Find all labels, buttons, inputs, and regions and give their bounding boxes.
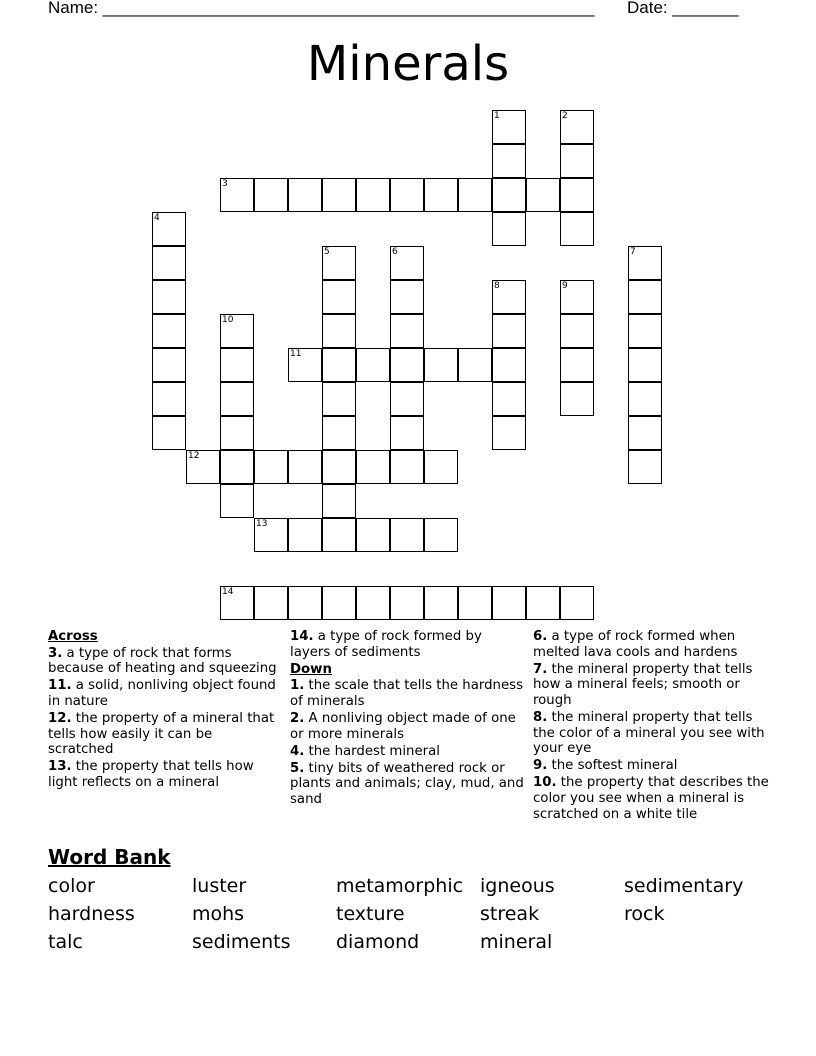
crossword-cell[interactable]	[220, 314, 254, 348]
word-bank-item: igneous	[480, 875, 555, 897]
crossword-cell[interactable]	[492, 144, 526, 178]
crossword-cell[interactable]	[458, 178, 492, 212]
cell-number: 5	[324, 247, 330, 257]
crossword-cell[interactable]	[560, 280, 594, 314]
cell-number: 2	[562, 111, 568, 121]
crossword-cell[interactable]	[322, 484, 356, 518]
crossword-cell[interactable]	[288, 586, 322, 620]
clue-down-4: 4. the hardest mineral	[290, 743, 440, 759]
crossword-cell[interactable]	[390, 518, 424, 552]
crossword-cell[interactable]	[152, 382, 186, 416]
crossword-cell[interactable]	[492, 416, 526, 450]
crossword-cell[interactable]	[288, 178, 322, 212]
crossword-cell[interactable]	[356, 348, 390, 382]
crossword-cell[interactable]	[424, 348, 458, 382]
clues-column-2	[290, 629, 526, 809]
crossword-cell[interactable]	[390, 450, 424, 484]
word-bank-item: texture	[336, 903, 405, 925]
clue-down-8: 8. the mineral property that tells the color of a mineral you see with your eye	[533, 709, 765, 757]
crossword-cell[interactable]	[492, 178, 526, 212]
crossword-cell[interactable]	[322, 586, 356, 620]
clue-across-3: 3. a type of rock that forms because of heating and squeezing	[48, 645, 277, 677]
crossword-cell[interactable]	[322, 382, 356, 416]
crossword-cell[interactable]	[526, 178, 560, 212]
cell-number: 6	[392, 247, 398, 257]
crossword-cell[interactable]	[254, 518, 288, 552]
crossword-cell[interactable]	[220, 450, 254, 484]
crossword-cell[interactable]	[152, 280, 186, 314]
crossword-cell[interactable]	[152, 212, 186, 246]
crossword-cell[interactable]	[628, 246, 662, 280]
clue-down-2: 2. A nonliving object made of one or more minerals	[290, 710, 516, 742]
cell-number: 1	[494, 111, 500, 121]
crossword-cell[interactable]	[492, 110, 526, 144]
page-title: Minerals	[306, 36, 510, 92]
crossword-cell[interactable]	[390, 178, 424, 212]
cell-number: 11	[290, 349, 302, 359]
clues-column-3	[533, 629, 769, 824]
crossword-cell[interactable]	[458, 586, 492, 620]
crossword-cell[interactable]	[628, 416, 662, 450]
crossword-cell[interactable]	[288, 518, 322, 552]
crossword-cell[interactable]	[492, 586, 526, 620]
crossword-cell[interactable]	[254, 586, 288, 620]
crossword-cell[interactable]	[288, 348, 322, 382]
crossword-cell[interactable]	[356, 178, 390, 212]
crossword-cell[interactable]	[424, 518, 458, 552]
name-field[interactable]: Name: ____________________________________________________	[48, 0, 595, 17]
crossword-cell[interactable]	[560, 348, 594, 382]
cell-number: 7	[630, 247, 636, 257]
crossword-cell[interactable]	[322, 280, 356, 314]
word-bank-item: rock	[624, 903, 665, 925]
clue-across-12: 12. the property of a mineral that tells how easily it can be scratched	[48, 710, 275, 758]
down-heading: Down	[290, 661, 332, 677]
crossword-cell[interactable]	[390, 280, 424, 314]
crossword-cell[interactable]	[424, 178, 458, 212]
crossword-cell[interactable]	[458, 348, 492, 382]
crossword-cell[interactable]	[560, 314, 594, 348]
crossword-cell[interactable]	[220, 382, 254, 416]
date-field[interactable]: Date: _______	[627, 0, 739, 17]
crossword-cell[interactable]	[492, 382, 526, 416]
crossword-cell[interactable]	[356, 450, 390, 484]
across-heading: Across	[48, 629, 98, 644]
clue-down-9: 9. the softest mineral	[533, 758, 678, 774]
cell-number: 14	[222, 587, 234, 597]
crossword-cell[interactable]	[390, 348, 424, 382]
crossword-cell[interactable]	[492, 280, 526, 314]
crossword-cell[interactable]	[322, 348, 356, 382]
crossword-cell[interactable]	[390, 416, 424, 450]
word-bank-item: streak	[480, 903, 540, 925]
crossword-cell[interactable]	[492, 314, 526, 348]
word-bank-item: diamond	[336, 931, 420, 953]
clue-down-6: 6. a type of rock formed when melted lava cools and hardens	[533, 629, 738, 660]
crossword-cell[interactable]	[322, 450, 356, 484]
clue-down-10: 10. the property that describes the color you see when a mineral is scratched on a white tile	[533, 775, 769, 822]
crossword-cell[interactable]	[492, 348, 526, 382]
word-bank-item: talc	[48, 931, 83, 953]
clue-down-7: 7. the mineral property that tells how a mineral feels; smooth or rough	[533, 661, 753, 708]
crossword-cell[interactable]	[220, 484, 254, 518]
word-bank-item: color	[48, 875, 95, 897]
crossword-cell[interactable]	[560, 144, 594, 178]
clues-column-1	[48, 629, 278, 792]
crossword-cell[interactable]	[322, 314, 356, 348]
cell-number: 12	[188, 451, 200, 461]
crossword-cell[interactable]	[254, 450, 288, 484]
crossword-cell[interactable]	[322, 416, 356, 450]
crossword-cell[interactable]	[628, 450, 662, 484]
word-bank-item: sediments	[192, 931, 291, 953]
word-bank-item: luster	[192, 875, 247, 897]
crossword-cell[interactable]	[152, 416, 186, 450]
cell-number: 3	[222, 179, 228, 189]
crossword-cell[interactable]	[220, 586, 254, 620]
word-bank-item: mohs	[192, 903, 245, 925]
crossword-cell[interactable]	[220, 348, 254, 382]
crossword-cell[interactable]	[220, 416, 254, 450]
crossword-cell[interactable]	[390, 314, 424, 348]
crossword-cell[interactable]	[424, 586, 458, 620]
crossword-cell[interactable]	[322, 246, 356, 280]
cell-number: 13	[256, 519, 268, 529]
crossword-cell[interactable]	[628, 280, 662, 314]
crossword-cell[interactable]	[628, 348, 662, 382]
cell-number: 10	[222, 315, 234, 325]
crossword-cell[interactable]	[322, 178, 356, 212]
crossword-cell[interactable]	[560, 382, 594, 416]
crossword-cell[interactable]	[628, 382, 662, 416]
crossword-cell[interactable]	[560, 178, 594, 212]
crossword-cell[interactable]	[526, 586, 560, 620]
crossword-cell[interactable]	[186, 450, 220, 484]
crossword-cell[interactable]	[220, 178, 254, 212]
crossword-cell[interactable]	[390, 586, 424, 620]
crossword-cell[interactable]	[152, 348, 186, 382]
clue-down-5: 5. tiny bits of weathered rock or plants and animals; clay, mud, and sand	[290, 760, 524, 807]
crossword-cell[interactable]	[560, 110, 594, 144]
clue-down-1: 1. the scale that tells the hardness of minerals	[290, 678, 524, 709]
crossword-cell[interactable]	[288, 450, 322, 484]
crossword-cell[interactable]	[322, 518, 356, 552]
crossword-cell[interactable]	[356, 586, 390, 620]
clue-across-14: 14. a type of rock formed by layers of sediments	[290, 629, 482, 660]
crossword-cell[interactable]	[152, 314, 186, 348]
word-bank-item: mineral	[480, 931, 553, 953]
word-bank-item: sedimentary	[624, 875, 744, 897]
crossword-cell[interactable]	[424, 450, 458, 484]
crossword-cell[interactable]	[560, 586, 594, 620]
word-bank-title: Word Bank	[48, 845, 171, 869]
word-bank-item: hardness	[48, 903, 135, 925]
crossword-cell[interactable]	[254, 178, 288, 212]
word-bank-item: metamorphic	[336, 875, 464, 897]
crossword-cell[interactable]	[390, 246, 424, 280]
clue-across-13: 13. the property that tells how light reflects on a mineral	[48, 759, 254, 790]
cell-number: 9	[562, 281, 568, 291]
cell-number: 4	[154, 213, 160, 223]
crossword-cell[interactable]	[492, 212, 526, 246]
crossword-cell[interactable]	[560, 212, 594, 246]
crossword-cell[interactable]	[390, 382, 424, 416]
clue-across-11: 11. a solid, nonliving object found in nature	[48, 678, 276, 709]
crossword-cell[interactable]	[356, 518, 390, 552]
crossword-cell[interactable]	[152, 246, 186, 280]
cell-number: 8	[494, 281, 500, 291]
crossword-cell[interactable]	[628, 314, 662, 348]
